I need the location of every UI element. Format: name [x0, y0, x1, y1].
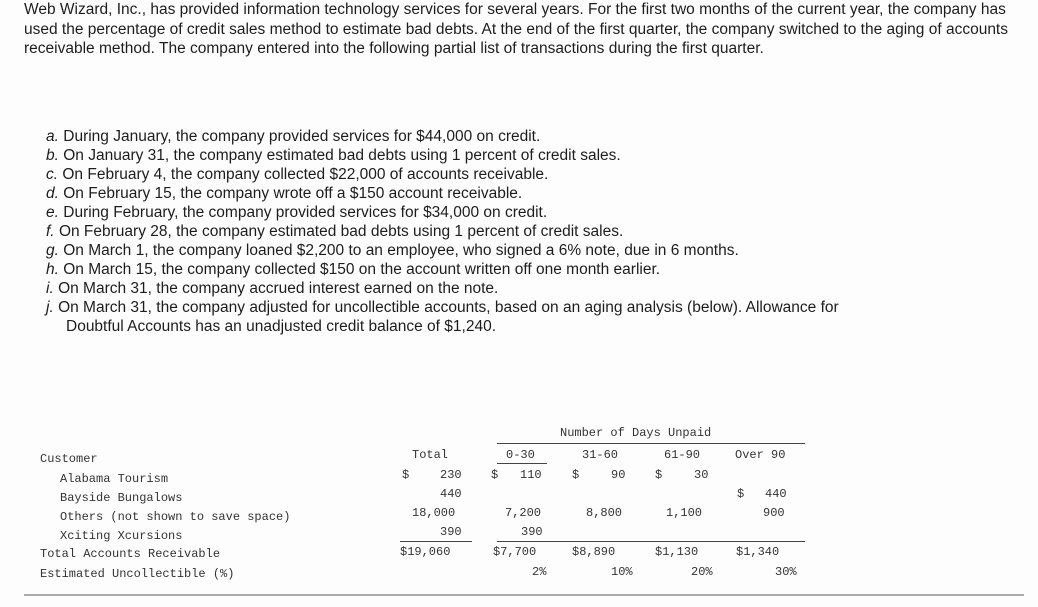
group-header-rule — [497, 443, 805, 444]
transaction-letter: d. — [46, 185, 59, 202]
header-31-60: 31-60 — [582, 448, 619, 462]
transaction-letter: j. — [46, 299, 54, 316]
row-total: 440 — [440, 487, 462, 501]
header-0-30: 0-30 — [506, 448, 535, 462]
transaction-item — [46, 127, 1006, 146]
header-total: Total — [412, 448, 449, 462]
transaction-item — [46, 260, 1006, 279]
transaction-text: During January, the company provided services for $44,000 on credit. — [63, 128, 541, 145]
currency-symbol: $ — [402, 468, 410, 482]
transaction-item — [46, 184, 1006, 203]
transaction-text: On March 1, the company loaned $2,200 to an employee, who signed a 6% note, due in 6 months. — [63, 242, 739, 259]
estimated-61-90: 20% — [691, 565, 713, 579]
transaction-text: On March 15, the company collected $150 on the account written off one month earlier. — [63, 261, 661, 278]
row-0-30: 110 — [520, 468, 542, 482]
group-header: Number of Days Unpaid — [560, 426, 712, 440]
row-over-90: 440 — [765, 487, 787, 501]
row-31-60: 8,800 — [586, 506, 623, 520]
transaction-letter: a. — [46, 128, 59, 145]
row-customer: Others (not shown to save space) — [60, 510, 291, 524]
row-31-60: 90 — [611, 468, 626, 482]
row-61-90: 30 — [694, 468, 709, 482]
bottom-divider — [24, 594, 1024, 596]
transaction-text-continued: Doubtful Accounts has an unadjusted credit balance of $1,240. — [66, 318, 496, 335]
row-61-90: 1,100 — [666, 506, 703, 520]
currency-symbol: $ — [655, 468, 663, 482]
columns-rule — [497, 541, 805, 542]
row-customer: Bayside Bungalows — [60, 491, 183, 505]
row-total: 390 — [440, 525, 462, 539]
header-rule-0-30 — [497, 463, 547, 464]
header-customer: Customer — [40, 452, 98, 466]
row-customer: Alabama Tourism — [60, 472, 169, 486]
transaction-item — [46, 279, 1006, 298]
totals-label: Total Accounts Receivable — [40, 547, 221, 561]
transaction-list — [46, 127, 1006, 336]
transaction-text: During February, the company provided services for $34,000 on credit. — [63, 204, 548, 221]
transaction-letter: c. — [46, 166, 59, 183]
row-0-30: 390 — [521, 525, 543, 539]
currency-symbol: $ — [737, 487, 745, 501]
transaction-text: On February 28, the company estimated bad debts using 1 percent of credit sales. — [58, 223, 624, 240]
transaction-letter: f. — [46, 223, 55, 240]
row-total: 230 — [440, 468, 462, 482]
transaction-letter: b. — [46, 147, 59, 164]
row-over-90: 900 — [763, 506, 785, 520]
transaction-letter: h. — [46, 261, 59, 278]
totals-61-90: $1,130 — [655, 545, 699, 559]
row-0-30: 7,200 — [505, 506, 542, 520]
transaction-item — [46, 298, 1006, 336]
transaction-letter: g. — [46, 242, 59, 259]
transaction-text: On January 31, the company estimated bad debts using 1 percent of credit sales. — [63, 147, 621, 164]
transaction-item — [46, 222, 1006, 241]
estimated-over-90: 30% — [775, 565, 797, 579]
transaction-text: On February 15, the company wrote off a $150 account receivable. — [63, 185, 523, 202]
transaction-letter: i. — [46, 280, 54, 297]
transaction-letter: e. — [46, 204, 59, 221]
totals-31-60: $8,890 — [572, 545, 616, 559]
transaction-item — [46, 146, 1006, 165]
row-total: 18,000 — [412, 506, 456, 520]
transaction-text: On March 31, the company adjusted for uncollectible accounts, based on an aging analysis (below). Allowance for — [58, 299, 839, 316]
total-rule — [400, 541, 472, 542]
transaction-text: On March 31, the company accrued interest earned on the note. — [58, 280, 499, 297]
row-customer: Xciting Xcursions — [60, 529, 183, 543]
transaction-text: On February 4, the company collected $22,000 of accounts receivable. — [62, 166, 549, 183]
transaction-item — [46, 165, 1006, 184]
currency-symbol: $ — [572, 468, 580, 482]
currency-symbol: $ — [491, 468, 499, 482]
transaction-item — [46, 241, 1006, 260]
totals-total: $19,060 — [400, 545, 451, 559]
totals-0-30: $7,700 — [493, 545, 537, 559]
problem-intro: Web Wizard, Inc., has provided information technology services for several years. For the first two months of the current year, the company has used the percentage of credit sales method to estimate bad debts. At the end of the first quarter, the company switched to the aging of accounts receivable method. The company entered into the following partial list of transactions during the first quarter. — [24, 1, 1008, 57]
estimated-label: Estimated Uncollectible (%) — [40, 567, 235, 581]
transaction-item — [46, 203, 1006, 222]
estimated-0-30: 2% — [532, 565, 547, 579]
header-over-90: Over 90 — [735, 448, 786, 462]
estimated-31-60: 10% — [611, 565, 633, 579]
header-61-90: 61-90 — [664, 448, 701, 462]
totals-over-90: $1,340 — [736, 545, 780, 559]
